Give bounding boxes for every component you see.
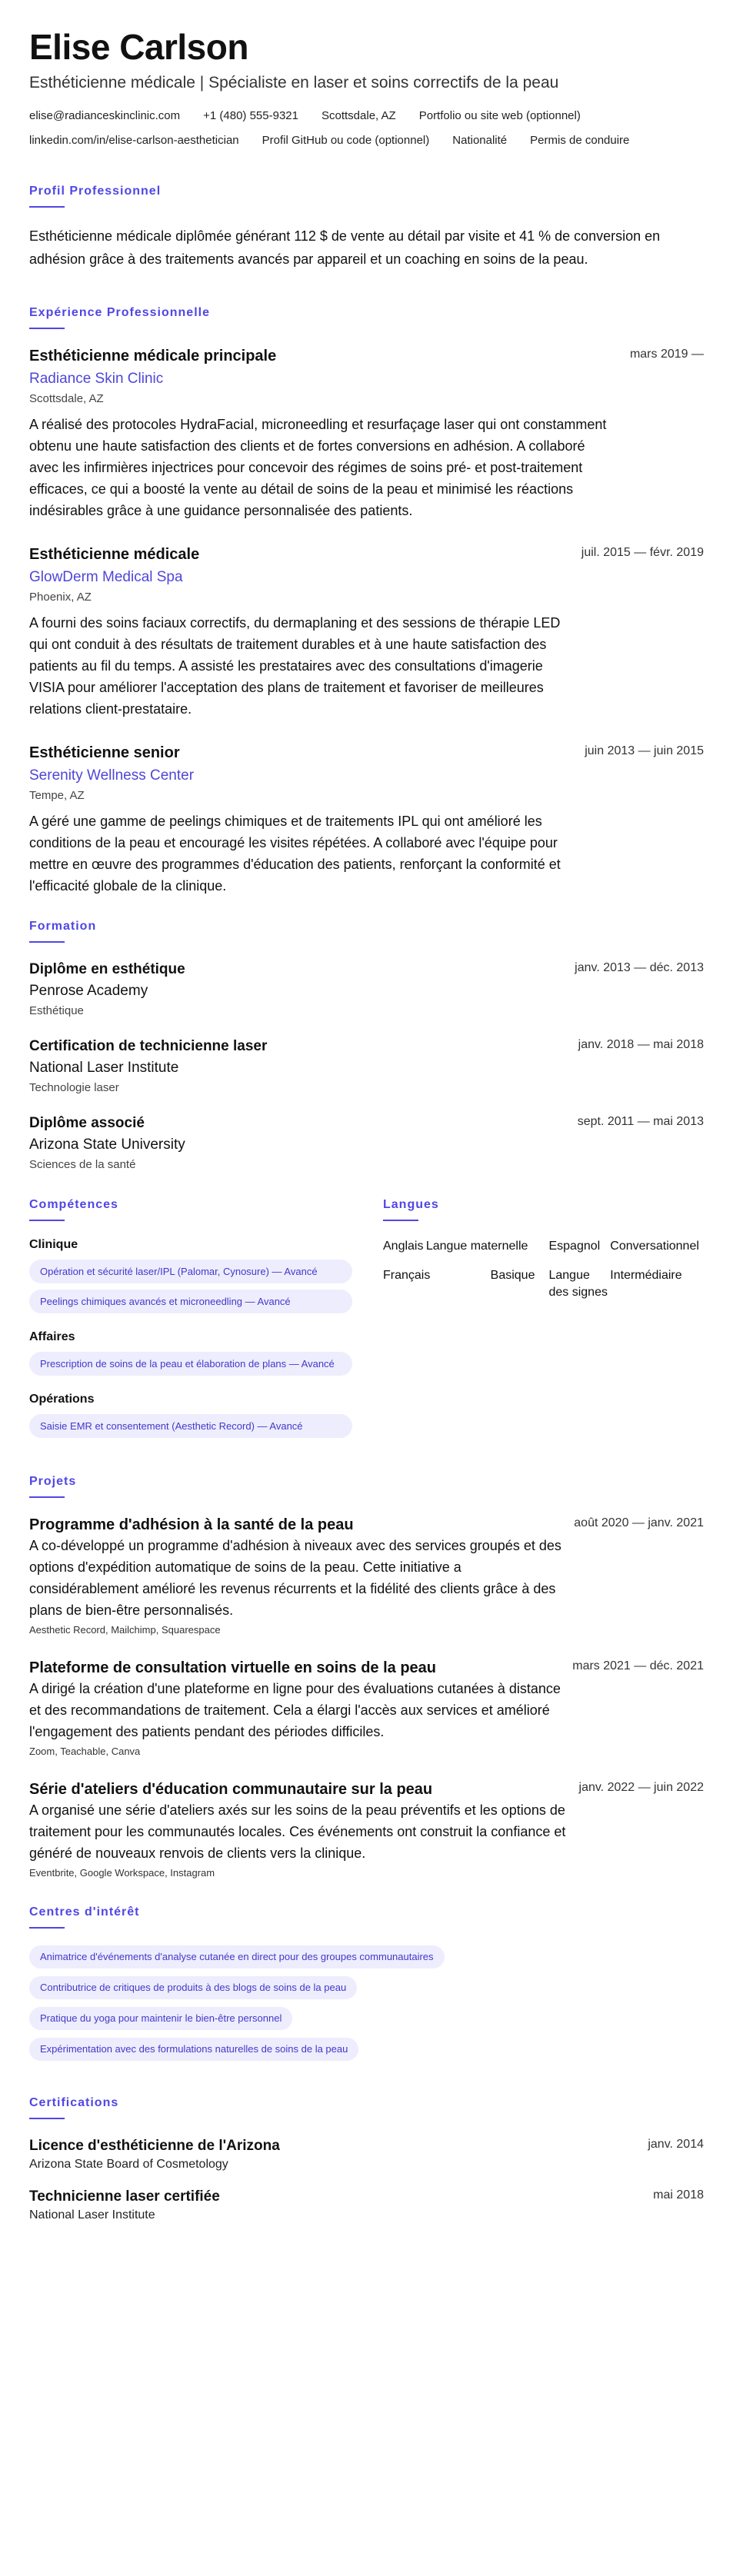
certification-name: Technicienne laser certifiée	[29, 2188, 220, 2205]
language-name: Langue des signes	[548, 1269, 608, 1299]
certification-entry	[29, 2136, 704, 2173]
job-location: Phoenix, AZ	[29, 591, 92, 604]
contact-github[interactable]: Profil GitHub ou code (optionnel)	[262, 134, 430, 147]
experience-entry	[29, 346, 704, 521]
education-entry	[29, 960, 704, 1020]
section-divider	[29, 1927, 65, 1929]
certification-issuer: Arizona State Board of Cosmetology	[29, 2158, 228, 2171]
skill-group	[29, 1330, 352, 1376]
interest-pill: Pratique du yoga pour maintenir le bien-être personnel	[29, 2007, 292, 2030]
job-title: Esthéticienne senior	[29, 744, 180, 761]
language-name: Français	[383, 1269, 431, 1282]
job-description: A réalisé des protocoles HydraFacial, microneedling et resurfaçage laser qui ont constamment obtenu une haute satisfaction des clients et de fortes conversions en adhésion. A collaboré avec les infirmières injectrices pour concevoir des régimes de soins pré- et post-traitement efficaces, ce qui a boosté la vente au détail de soins de la peau et minimisé les réactions indésirables grâce à une guidance personnalisée des patients.	[29, 417, 607, 518]
profile-summary: Esthéticienne médicale diplômée générant 112 $ de vente au détail par visite et 41 % de conversion en adhésion grâce à des traitements avancés par appareil et un coaching en soins de la peau.	[29, 228, 661, 267]
employer-name: GlowDerm Medical Spa	[29, 569, 183, 585]
section-divider	[29, 2118, 65, 2119]
contact-portfolio[interactable]: Portfolio ou site web (optionnel)	[418, 109, 581, 122]
certification-date: janv. 2014	[648, 2138, 704, 2151]
section-title: Certifications	[29, 2096, 119, 2109]
job-dates: juin 2013 — juin 2015	[585, 744, 704, 757]
language-row	[383, 1238, 702, 1255]
interests-section	[29, 1905, 704, 2068]
skills-languages-section	[29, 1198, 704, 1455]
education-dates: janv. 2018 — mai 2018	[578, 1038, 704, 1051]
section-title: Expérience Professionnelle	[29, 306, 210, 319]
language-level: Langue maternelle	[425, 1240, 528, 1253]
interests-list	[29, 1945, 704, 2068]
certification-entry	[29, 2187, 704, 2224]
degree-title: Certification de technicienne laser	[29, 1038, 268, 1054]
section-divider	[29, 1220, 65, 1221]
certification-issuer: National Laser Institute	[29, 2208, 155, 2222]
certification-date: mai 2018	[653, 2188, 704, 2202]
resume-header	[29, 26, 704, 149]
section-divider	[29, 941, 65, 943]
project-entry	[29, 1779, 704, 1881]
skill-group	[29, 1393, 352, 1438]
education-entry	[29, 1113, 704, 1173]
school-name: Arizona State University	[29, 1137, 185, 1153]
section-divider	[29, 328, 65, 329]
certification-name: Licence d'esthéticienne de l'Arizona	[29, 2138, 280, 2154]
skills-column	[29, 1198, 352, 1455]
skill-pill: Prescription de soins de la peau et élaboration de plans — Avancé	[29, 1352, 352, 1376]
skill-group-title: Affaires	[29, 1330, 75, 1343]
project-tools: Eventbrite, Google Workspace, Instagram	[29, 1867, 215, 1879]
project-description: A co-développé un programme d'adhésion à niveaux avec des services groupés et des options d'expédition automatique de soins de la peau. Cette initiative a considérablement amélioré les revenus récurrents et la fidélité des clients grâce à des plans de bien-être personnalisés.	[29, 1538, 561, 1618]
project-title: Programme d'adhésion à la santé de la peau	[29, 1516, 354, 1533]
degree-title: Diplôme en esthétique	[29, 961, 185, 977]
study-field: Technologie laser	[29, 1081, 119, 1094]
projects-section	[29, 1475, 704, 1881]
section-title: Projets	[29, 1475, 77, 1488]
skill-pill: Peelings chimiques avancés et microneedling — Avancé	[29, 1290, 352, 1313]
contact-location: Scottsdale, AZ	[322, 109, 396, 122]
contact-nationality: Nationalité	[452, 134, 508, 147]
project-entry	[29, 1658, 704, 1759]
study-field: Sciences de la santé	[29, 1158, 136, 1171]
skill-pill: Saisie EMR et consentement (Aesthetic Record) — Avancé	[29, 1414, 352, 1438]
education-dates: sept. 2011 — mai 2013	[577, 1115, 704, 1128]
section-divider	[29, 206, 65, 208]
skill-group	[29, 1238, 352, 1313]
section-title: Centres d'intérêt	[29, 1905, 140, 1919]
degree-title: Diplôme associé	[29, 1115, 145, 1131]
skill-pill: Opération et sécurité laser/IPL (Palomar, Cynosure) — Avancé	[29, 1260, 352, 1283]
section-title: Formation	[29, 920, 97, 933]
project-tools: Zoom, Teachable, Canva	[29, 1746, 141, 1757]
project-tools: Aesthetic Record, Mailchimp, Squarespace	[29, 1624, 221, 1636]
contact-phone[interactable]: +1 (480) 555-9321	[203, 109, 298, 122]
project-dates: août 2020 — janv. 2021	[574, 1516, 704, 1529]
profile-section	[29, 185, 704, 271]
interest-pill: Animatrice d'événements d'analyse cutanée en direct pour des groupes communautaires	[29, 1945, 445, 1969]
project-description: A organisé une série d'ateliers axés sur les soins de la peau préventifs et les options de traitement pour les communautés locales. Ces événements ont construit la confiance et généré de nouveaux renvois de clients vers la clinique.	[29, 1802, 566, 1861]
education-dates: janv. 2013 — déc. 2013	[575, 961, 704, 974]
school-name: Penrose Academy	[29, 983, 148, 999]
section-title: Langues	[383, 1198, 439, 1211]
experience-entry	[29, 743, 704, 897]
language-name: Anglais	[383, 1240, 424, 1253]
section-title: Compétences	[29, 1198, 118, 1211]
interest-pill: Expérimentation avec des formulations naturelles de soins de la peau	[29, 2038, 358, 2061]
language-level: Intermédiaire	[610, 1269, 682, 1282]
project-dates: mars 2021 — déc. 2021	[572, 1659, 704, 1672]
language-row	[383, 1267, 702, 1301]
project-title: Série d'ateliers d'éducation communautaire sur la peau	[29, 1781, 433, 1798]
contact-linkedin[interactable]: linkedin.com/in/elise-carlson-aesthetician	[29, 134, 239, 147]
candidate-name: Elise Carlson	[29, 27, 248, 67]
interest-pill: Contributrice de critiques de produits à des blogs de soins de la peau	[29, 1976, 357, 1999]
education-entry	[29, 1037, 704, 1097]
section-title: Profil Professionnel	[29, 185, 162, 198]
skill-group-title: Clinique	[29, 1238, 78, 1251]
language-level: Basique	[490, 1269, 535, 1282]
experience-section	[29, 306, 704, 897]
certifications-section	[29, 2096, 704, 2224]
job-dates: mars 2019 —	[629, 348, 704, 361]
candidate-headline: Esthéticienne médicale | Spécialiste en laser et soins correctifs de la peau	[29, 74, 559, 92]
languages-column	[383, 1198, 702, 1455]
language-level: Conversationnel	[610, 1240, 699, 1253]
experience-entry	[29, 544, 704, 720]
section-divider	[29, 1496, 65, 1498]
job-title: Esthéticienne médicale	[29, 546, 200, 563]
job-description: A fourni des soins faciaux correctifs, du dermaplaning et des sessions de thérapie LED qui ont conduit à des résultats de traitement durables et à une haute satisfaction des patients au fil du temps. A assisté les prestataires avec des consultations d'imagerie VISIA pour améliorer l'acceptation des plans de traitement et favoriser de meilleures relations client-prestataire.	[29, 615, 561, 717]
job-title: Esthéticienne médicale principale	[29, 348, 277, 364]
contact-license: Permis de conduire	[530, 134, 630, 147]
job-dates: juil. 2015 — févr. 2019	[581, 546, 704, 559]
project-description: A dirigé la création d'une plateforme en ligne pour des évaluations cutanées à distance et des recommandations de traitement. Cela a élargi l'accès aux services et amélioré l'engagement des patients pendant des périodes difficiles.	[29, 1681, 561, 1739]
contact-email[interactable]: elise@radianceskinclinic.com	[29, 109, 181, 122]
school-name: National Laser Institute	[29, 1060, 179, 1076]
study-field: Esthétique	[29, 1004, 84, 1017]
education-section	[29, 920, 704, 1173]
employer-name: Radiance Skin Clinic	[29, 371, 164, 387]
project-dates: janv. 2022 — juin 2022	[578, 1781, 704, 1794]
project-entry	[29, 1515, 704, 1638]
job-location: Tempe, AZ	[29, 789, 85, 802]
job-location: Scottsdale, AZ	[29, 392, 104, 405]
contact-info	[29, 108, 691, 149]
job-description: A géré une gamme de peelings chimiques et de traitements IPL qui ont amélioré les conditions de la peau et encouragé les visites répétées. A collaboré avec l'équipe pour mettre en œuvre des programmes d'éducation des patients, renforçant la conformité et l'efficacité globale de la clinique.	[29, 814, 561, 894]
skill-group-title: Opérations	[29, 1393, 95, 1406]
project-title: Plateforme de consultation virtuelle en soins de la peau	[29, 1659, 437, 1676]
language-name: Espagnol	[548, 1240, 601, 1253]
section-divider	[383, 1220, 418, 1221]
employer-name: Serenity Wellness Center	[29, 767, 195, 784]
